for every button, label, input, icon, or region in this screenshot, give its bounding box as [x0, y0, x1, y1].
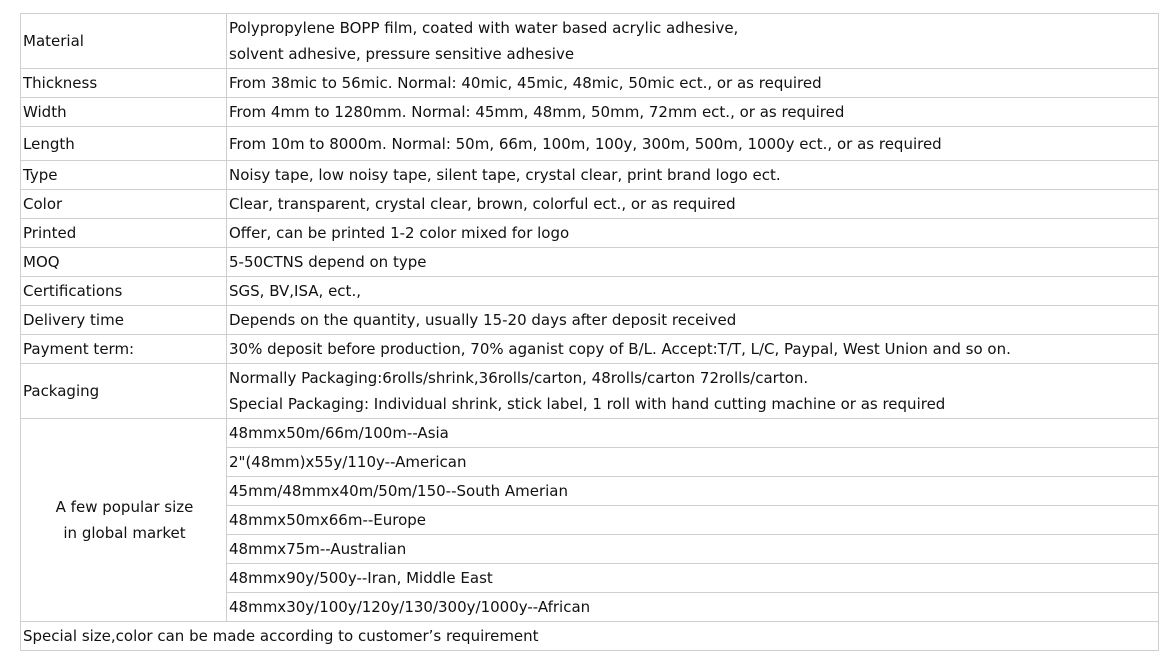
row-label-printed: Printed	[21, 219, 227, 248]
popular-size-south-american: 45mm/48mmx40m/50m/150--South Amerian	[227, 477, 1159, 506]
row-label-length: Length	[21, 127, 227, 161]
row-label-thickness: Thickness	[21, 69, 227, 98]
row-label-material: Material	[21, 14, 227, 69]
popular-sizes-label	[21, 419, 227, 622]
row-value-color: Clear, transparent, crystal clear, brown, colorful ect., or as required	[227, 190, 1159, 219]
table-row	[21, 364, 1159, 419]
table-row	[21, 419, 1159, 448]
popular-sizes-label-line: in global market	[63, 524, 186, 542]
table-row	[21, 98, 1159, 127]
row-value-moq: 5-50CTNS depend on type	[227, 248, 1159, 277]
popular-size-europe: 48mmx50mx66m--Europe	[227, 506, 1159, 535]
row-value-packaging	[227, 364, 1159, 419]
popular-size-african: 48mmx30y/100y/120y/130/300y/1000y--African	[227, 593, 1159, 622]
popular-size-american: 2"(48mm)x55y/110y--American	[227, 448, 1159, 477]
row-label-width: Width	[21, 98, 227, 127]
table-row	[21, 127, 1159, 161]
table-row	[21, 335, 1159, 364]
popular-size-australian: 48mmx75m--Australian	[227, 535, 1159, 564]
table-row	[21, 161, 1159, 190]
table-row	[21, 306, 1159, 335]
value-line: solvent adhesive, pressure sensitive adhesive	[229, 45, 575, 63]
row-label-certifications: Certifications	[21, 277, 227, 306]
popular-size-middle-east: 48mmx90y/500y--Iran, Middle East	[227, 564, 1159, 593]
product-spec-table	[20, 13, 1159, 651]
footer-note: Special size,color can be made according to customer’s requirement	[21, 622, 1159, 651]
table-row	[21, 248, 1159, 277]
row-value-material	[227, 14, 1159, 69]
table-row	[21, 69, 1159, 98]
row-label-delivery-time: Delivery time	[21, 306, 227, 335]
table-row	[21, 277, 1159, 306]
value-line: Normally Packaging:6rolls/shrink,36rolls/carton, 48rolls/carton 72rolls/carton.	[229, 369, 809, 387]
table-row	[21, 219, 1159, 248]
value-line: Special Packaging: Individual shrink, stick label, 1 roll with hand cutting machine or as required	[229, 395, 946, 413]
row-value-length: From 10m to 8000m. Normal: 50m, 66m, 100m, 100y, 300m, 500m, 1000y ect., or as required	[227, 127, 1159, 161]
table-row	[21, 622, 1159, 651]
row-label-moq: MOQ	[21, 248, 227, 277]
row-value-width: From 4mm to 1280mm. Normal: 45mm, 48mm, 50mm, 72mm ect., or as required	[227, 98, 1159, 127]
table-row	[21, 14, 1159, 69]
row-value-delivery-time: Depends on the quantity, usually 15-20 days after deposit received	[227, 306, 1159, 335]
row-value-type: Noisy tape, low noisy tape, silent tape, crystal clear, print brand logo ect.	[227, 161, 1159, 190]
popular-sizes-label-line: A few popular size	[55, 498, 194, 516]
row-value-certifications: SGS, BV,ISA, ect.,	[227, 277, 1159, 306]
row-label-packaging: Packaging	[21, 364, 227, 419]
row-value-payment-term: 30% deposit before production, 70% aganist copy of B/L. Accept:T/T, L/C, Paypal, West Union and so on.	[227, 335, 1159, 364]
popular-size-asia: 48mmx50m/66m/100m--Asia	[227, 419, 1159, 448]
table-row	[21, 190, 1159, 219]
row-label-color: Color	[21, 190, 227, 219]
row-label-type: Type	[21, 161, 227, 190]
row-value-printed: Offer, can be printed 1-2 color mixed for logo	[227, 219, 1159, 248]
row-label-payment-term: Payment term:	[21, 335, 227, 364]
row-value-thickness: From 38mic to 56mic. Normal: 40mic, 45mic, 48mic, 50mic ect., or as required	[227, 69, 1159, 98]
value-line: Polypropylene BOPP film, coated with water based acrylic adhesive,	[229, 19, 739, 37]
